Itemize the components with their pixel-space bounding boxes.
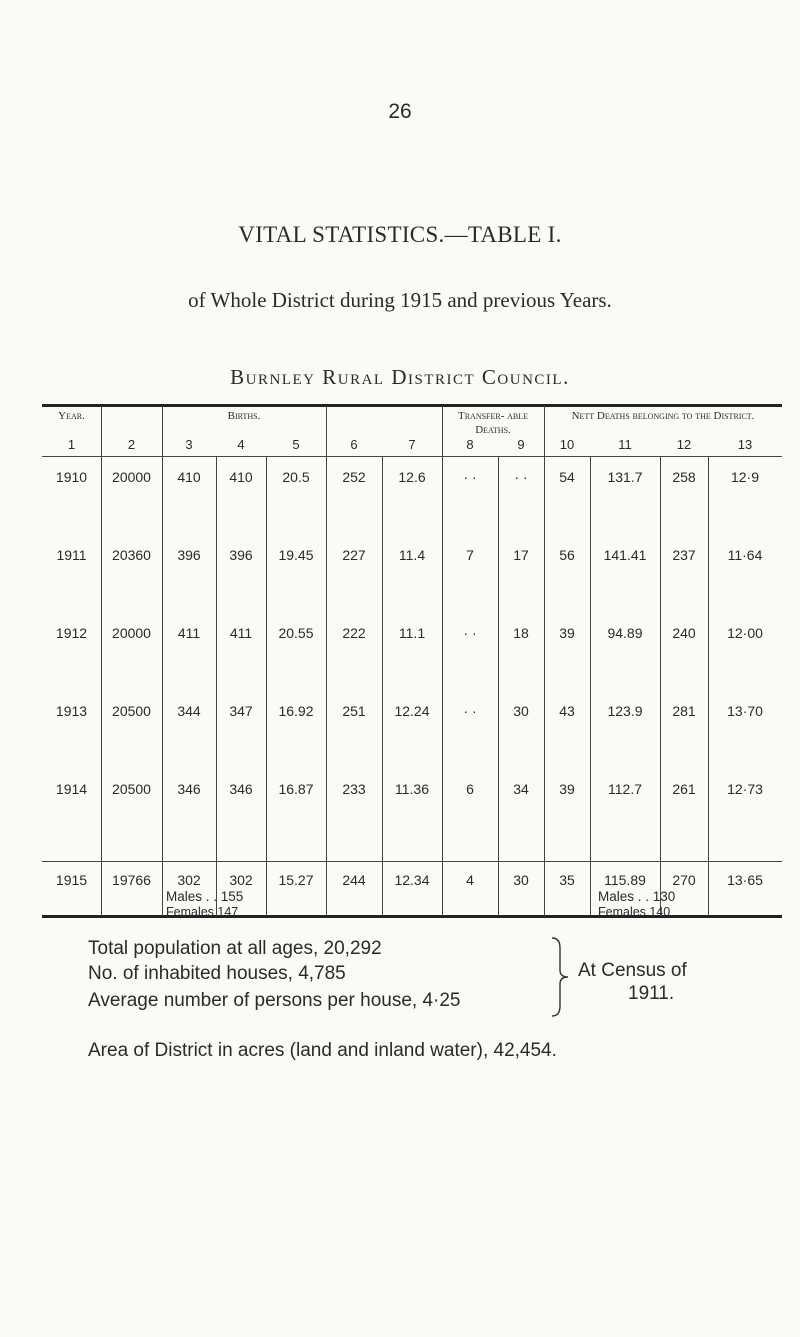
table-top-rule [42, 404, 782, 407]
col-line-3 [216, 456, 217, 916]
row-1915-separator [42, 861, 782, 862]
cell-non-residents: 7 [466, 547, 474, 563]
cell-births-number: 410 [229, 469, 253, 485]
cell-uncorrected: 344 [177, 703, 201, 719]
col-line-12 [708, 456, 709, 916]
cell-deaths-number: 233 [342, 781, 366, 797]
cell-births-number: 411 [229, 625, 253, 641]
header-nett-deaths: Nett Deaths belonging to the District. [571, 410, 755, 422]
colnum-11: 11 [618, 437, 632, 452]
cell-uncorrected: 410 [177, 469, 201, 485]
cell-year: 1914 [55, 781, 88, 797]
cell-residents-not: 18 [513, 625, 529, 641]
cell-uncorrected: 396 [177, 547, 201, 563]
table-bottom-rule [42, 915, 782, 918]
cell-uncorrected: 411 [177, 625, 201, 641]
col-line-11 [660, 456, 661, 916]
cell-births-number: 347 [229, 703, 253, 719]
cell-year: 1915 [55, 872, 88, 888]
cell-non-residents: · · [463, 703, 477, 719]
header-bottom-rule [42, 456, 782, 457]
cell-residents-not: · · [514, 469, 528, 485]
cell-under1-number: 56 [559, 547, 575, 563]
cell-residents-not: 30 [513, 703, 529, 719]
colnum-9: 9 [517, 437, 525, 452]
cell-under1-rate: 123.9 [607, 703, 643, 719]
cell-population: 20360 [112, 547, 151, 563]
cell-year: 1911 [56, 547, 87, 563]
cell-under1-rate: 112.7 [608, 781, 642, 797]
cell-births-rate: 19.45 [278, 547, 314, 563]
cell-non-residents: · · [463, 625, 477, 641]
page-number: 26 [388, 100, 412, 123]
cell-deaths-number: 227 [342, 547, 366, 563]
cell-births-rate: 20.5 [282, 469, 310, 485]
cell-population: 20500 [112, 703, 151, 719]
colnum-12: 12 [676, 437, 692, 452]
cell-all-number: 261 [672, 781, 696, 797]
cell-uncorrected: 346 [177, 781, 201, 797]
cell-year: 1910 [55, 469, 88, 485]
colnum-10: 10 [559, 437, 575, 452]
cell-all-number: 270 [672, 872, 696, 888]
footer-persons: Average number of persons per house, 4·25 [88, 990, 461, 1011]
colnum-3: 3 [185, 437, 193, 452]
deaths-males: Males . . 130 [598, 889, 676, 904]
cell-deaths-rate: 12.34 [394, 872, 430, 888]
deaths-females: Females 140 [598, 905, 671, 919]
cell-deaths-rate: 11.36 [395, 781, 429, 797]
cell-year: 1912 [55, 625, 88, 641]
cell-deaths-rate: 11.4 [398, 547, 426, 563]
footer-houses: No. of inhabited houses, 4,785 [88, 963, 346, 984]
header-births: Births. [227, 410, 261, 422]
cell-population: 20000 [112, 625, 151, 641]
header-transferable: Transfer- able Deaths. [457, 410, 529, 436]
cell-births-number: 346 [229, 781, 253, 797]
cell-deaths-rate: 12.24 [394, 703, 430, 719]
cell-births-rate: 20.55 [278, 625, 314, 641]
cell-non-residents: 4 [466, 872, 474, 888]
footer-area: Area of District in acres (land and inland water), 42,454. [88, 1040, 557, 1061]
cell-deaths-number: 252 [342, 469, 366, 485]
cell-all-rate: 12·9 [730, 469, 760, 485]
cell-deaths-number: 251 [342, 703, 366, 719]
col-line-6 [382, 456, 383, 916]
cell-births-number: 302 [229, 872, 253, 888]
cell-under1-number: 39 [559, 625, 575, 641]
cell-under1-rate: 115.89 [604, 872, 646, 888]
cell-deaths-rate: 12.6 [398, 469, 426, 485]
cell-uncorrected: 302 [177, 872, 201, 888]
cell-population: 20000 [112, 469, 151, 485]
council-name [0, 365, 800, 390]
header-year: Year. [58, 410, 85, 422]
births-females: Females 147 [166, 905, 239, 919]
footer-population: Total population at all ages, 20,292 [88, 938, 382, 959]
colnum-5: 5 [292, 437, 300, 452]
cell-all-number: 258 [672, 469, 696, 485]
cell-residents-not: 17 [513, 547, 529, 563]
cell-deaths-number: 222 [342, 625, 366, 641]
cell-all-rate: 11·64 [727, 547, 763, 563]
page-subtitle: of Whole District during 1915 and previous Years. [188, 288, 612, 312]
cell-under1-rate: 141.41 [603, 547, 647, 563]
cell-under1-number: 39 [559, 781, 575, 797]
col-line-4 [266, 456, 267, 916]
col-line-8 [498, 456, 499, 916]
cell-under1-number: 54 [559, 469, 575, 485]
cell-all-number: 240 [672, 625, 696, 641]
cell-all-number: 237 [672, 547, 696, 563]
cell-all-rate: 12·00 [727, 625, 763, 641]
col-line-10 [590, 456, 591, 916]
cell-year: 1913 [55, 703, 88, 719]
cell-all-rate: 12·73 [727, 781, 763, 797]
cell-all-number: 281 [672, 703, 696, 719]
cell-under1-number: 43 [559, 703, 575, 719]
colnum-13: 13 [737, 437, 753, 452]
census-label: At Census of [578, 960, 687, 981]
cell-under1-rate: 94.89 [607, 625, 643, 641]
colnum-2: 2 [127, 437, 136, 452]
cell-residents-not: 34 [513, 781, 529, 797]
page-title: VITAL STATISTICS.—TABLE I. [238, 222, 562, 247]
census-year: 1911. [628, 983, 675, 1004]
cell-deaths-rate: 11.1 [398, 625, 426, 641]
colnum-8: 8 [466, 437, 474, 452]
births-males: Males . . 155 [166, 889, 244, 904]
cell-population: 20500 [112, 781, 151, 797]
cell-deaths-number: 244 [342, 872, 366, 888]
colnum-7: 7 [408, 437, 416, 452]
council-name-text: Burnley Rural District Council. [230, 365, 570, 389]
cell-under1-rate: 131.7 [607, 469, 643, 485]
cell-births-number: 396 [229, 547, 253, 563]
cell-births-rate: 16.92 [278, 703, 314, 719]
cell-under1-number: 35 [559, 872, 575, 888]
cell-all-rate: 13·65 [727, 872, 763, 888]
cell-non-residents: 6 [466, 781, 474, 797]
cell-residents-not: 30 [513, 872, 529, 888]
cell-non-residents: · · [463, 469, 477, 485]
colnum-6: 6 [350, 437, 358, 452]
cell-population: 19766 [112, 872, 151, 888]
cell-all-rate: 13·70 [727, 703, 763, 719]
cell-births-rate: 16.87 [278, 781, 314, 797]
colnum-1: 1 [67, 437, 76, 452]
bracket-icon [548, 936, 572, 1018]
colnum-4: 4 [237, 437, 245, 452]
cell-births-rate: 15.27 [278, 872, 314, 888]
